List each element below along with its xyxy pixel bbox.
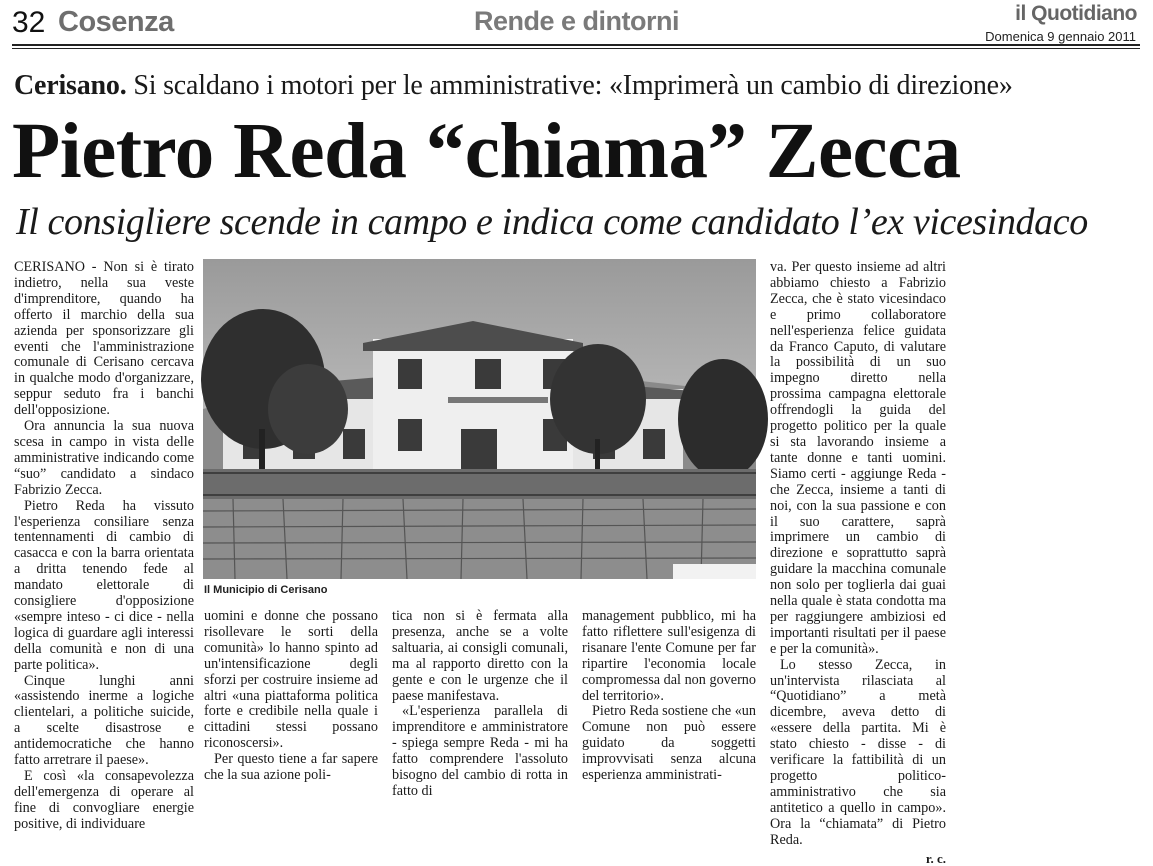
- issue-date: Domenica 9 gennaio 2011: [985, 29, 1136, 44]
- paragraph: uomini e donne che possano risollevare le sorti della comunità» lo hanno spinto ad un'intensificazione degli sforzi per costruire insieme ad altri «una piattaforma politica forte e credibile nella quale i cittadini stessi possano riconoscersi».: [204, 608, 378, 752]
- author-signature: r. c.: [925, 850, 946, 866]
- paragraph: CERISANO - Non si è tirato indietro, nella sua veste d'imprenditore, quando ha offerto il marchio della sua azienda per sponsorizzare gli eventi che l'amministrazione comunale di Cerisano cercava in qualche modo d'organizzare, seppur seduto fra i banchi dell'opposizione.: [14, 259, 194, 419]
- article-title: Pietro Reda “chiama” Zecca: [12, 108, 961, 195]
- header-rule: [12, 44, 1140, 46]
- newspaper-masthead: il Quotidiano: [1015, 2, 1137, 25]
- paragraph: E così «la consapevolezza dell'emergenza di operare al fine di convogliare energie positive, di individuare: [14, 768, 194, 832]
- article-column-5: [770, 259, 946, 866]
- paragraph: Lo stesso Zecca, in un'intervista rilasciata al “Quotidiano” a metà dicembre, aveva detto di «essere della partita. Mi è stato chiesto - disse - di verificare la fattibilità di un progetto politico-amministrativo che sia antitetico a quello in campo». Ora la “chiamata” di Pietro Reda.: [770, 656, 946, 848]
- paragraph: Ora annuncia la sua nuova scesa in campo in vista delle amministrative indicando come “suo” candidato a sindaco Fabrizio Zecca.: [14, 418, 194, 498]
- paragraph: «L'esperienza parallela di imprenditore e amministratore - spiega sempre Reda - mi ha fatto comprendere l'assoluto bisogno del cambio di rotta in fatto di: [392, 703, 568, 799]
- photo-caption: Il Municipio di Cerisano: [204, 584, 328, 596]
- page-number: 32: [12, 6, 46, 39]
- kicker-place: Cerisano.: [14, 70, 127, 101]
- paragraph: management pubblico, mi ha fatto riflettere sull'esigenza di risanare l'ente Comune per far ripartire l'economia locale compromessa dal non governo del territorio».: [582, 608, 756, 704]
- kicker-text: Si scaldano i motori per le amministrative: «Imprimerà un cambio di direzione»: [126, 70, 1013, 101]
- paragraph: tica non si è fermata alla presenza, anche se a volte saltuaria, ai consigli comunali, ma al rapporto diretto con la gente e con le urgenze che il paese manifestava.: [392, 608, 568, 704]
- article-column-4: [582, 608, 756, 784]
- header-rule-thin: [12, 48, 1140, 49]
- paragraph: Pietro Reda ha vissuto l'esperienza consiliare senza tentennamenti di cambio di casacca e con la barra orientata a dritta tenendo fede al mandato elettorale di consigliere d'opposizione «sempre inteso - ci dice - nella logica di guardare agli interessi della comunità e non di una parte politica».: [14, 497, 194, 673]
- article-subtitle: Il consigliere scende in campo e indica come candidato l’ex vicesindaco: [16, 201, 1088, 243]
- page-header: [0, 0, 1153, 46]
- article-column-3: [392, 608, 568, 799]
- section-name: Cosenza: [58, 6, 174, 38]
- town-hall-photo: [203, 259, 756, 579]
- article-column-2: [204, 608, 378, 784]
- paragraph: va. Per questo insieme ad altri abbiamo chiesto a Fabrizio Zecca, che è stato vicesindaco e primo collaboratore nell'esperienza felice guidata da Franco Caputo, di valutare la possibilità di un suo impegno diretto nella prossima campagna elettorale offrendogli la guida del progetto politico per la quale si sta lavorando insieme a tante donne e tanti uomini. Siamo certi - aggiunge Reda - che Zecca, insieme a tanti di noi, con la sua passione e con il suo carattere, saprà imprimere un cambio di direzione e soprattutto saprà guidare la macchina comunale non solo per toglierla dai guai nella quale è stata condotta ma per raggiungere ambiziosi ed importanti risultati per il paese e per la comunità».: [770, 259, 946, 657]
- rubric-title: Rende e dintorni: [474, 6, 680, 36]
- paragraph: Pietro Reda sostiene che «un Comune non può essere guidato da soggetti improvvisati senza alcuna esperienza amministrati-: [582, 703, 756, 784]
- article-kicker: [14, 70, 1013, 102]
- paragraph: Per questo tiene a far sapere che la sua azione poli-: [204, 751, 378, 784]
- paragraph: Cinque lunghi anni «assistendo inerme a logiche clientelari, a politiche suicide, a scelte disastrose e antidemocratiche che hanno fatto arretrare il paese».: [14, 672, 194, 769]
- article-column-1: [14, 259, 194, 832]
